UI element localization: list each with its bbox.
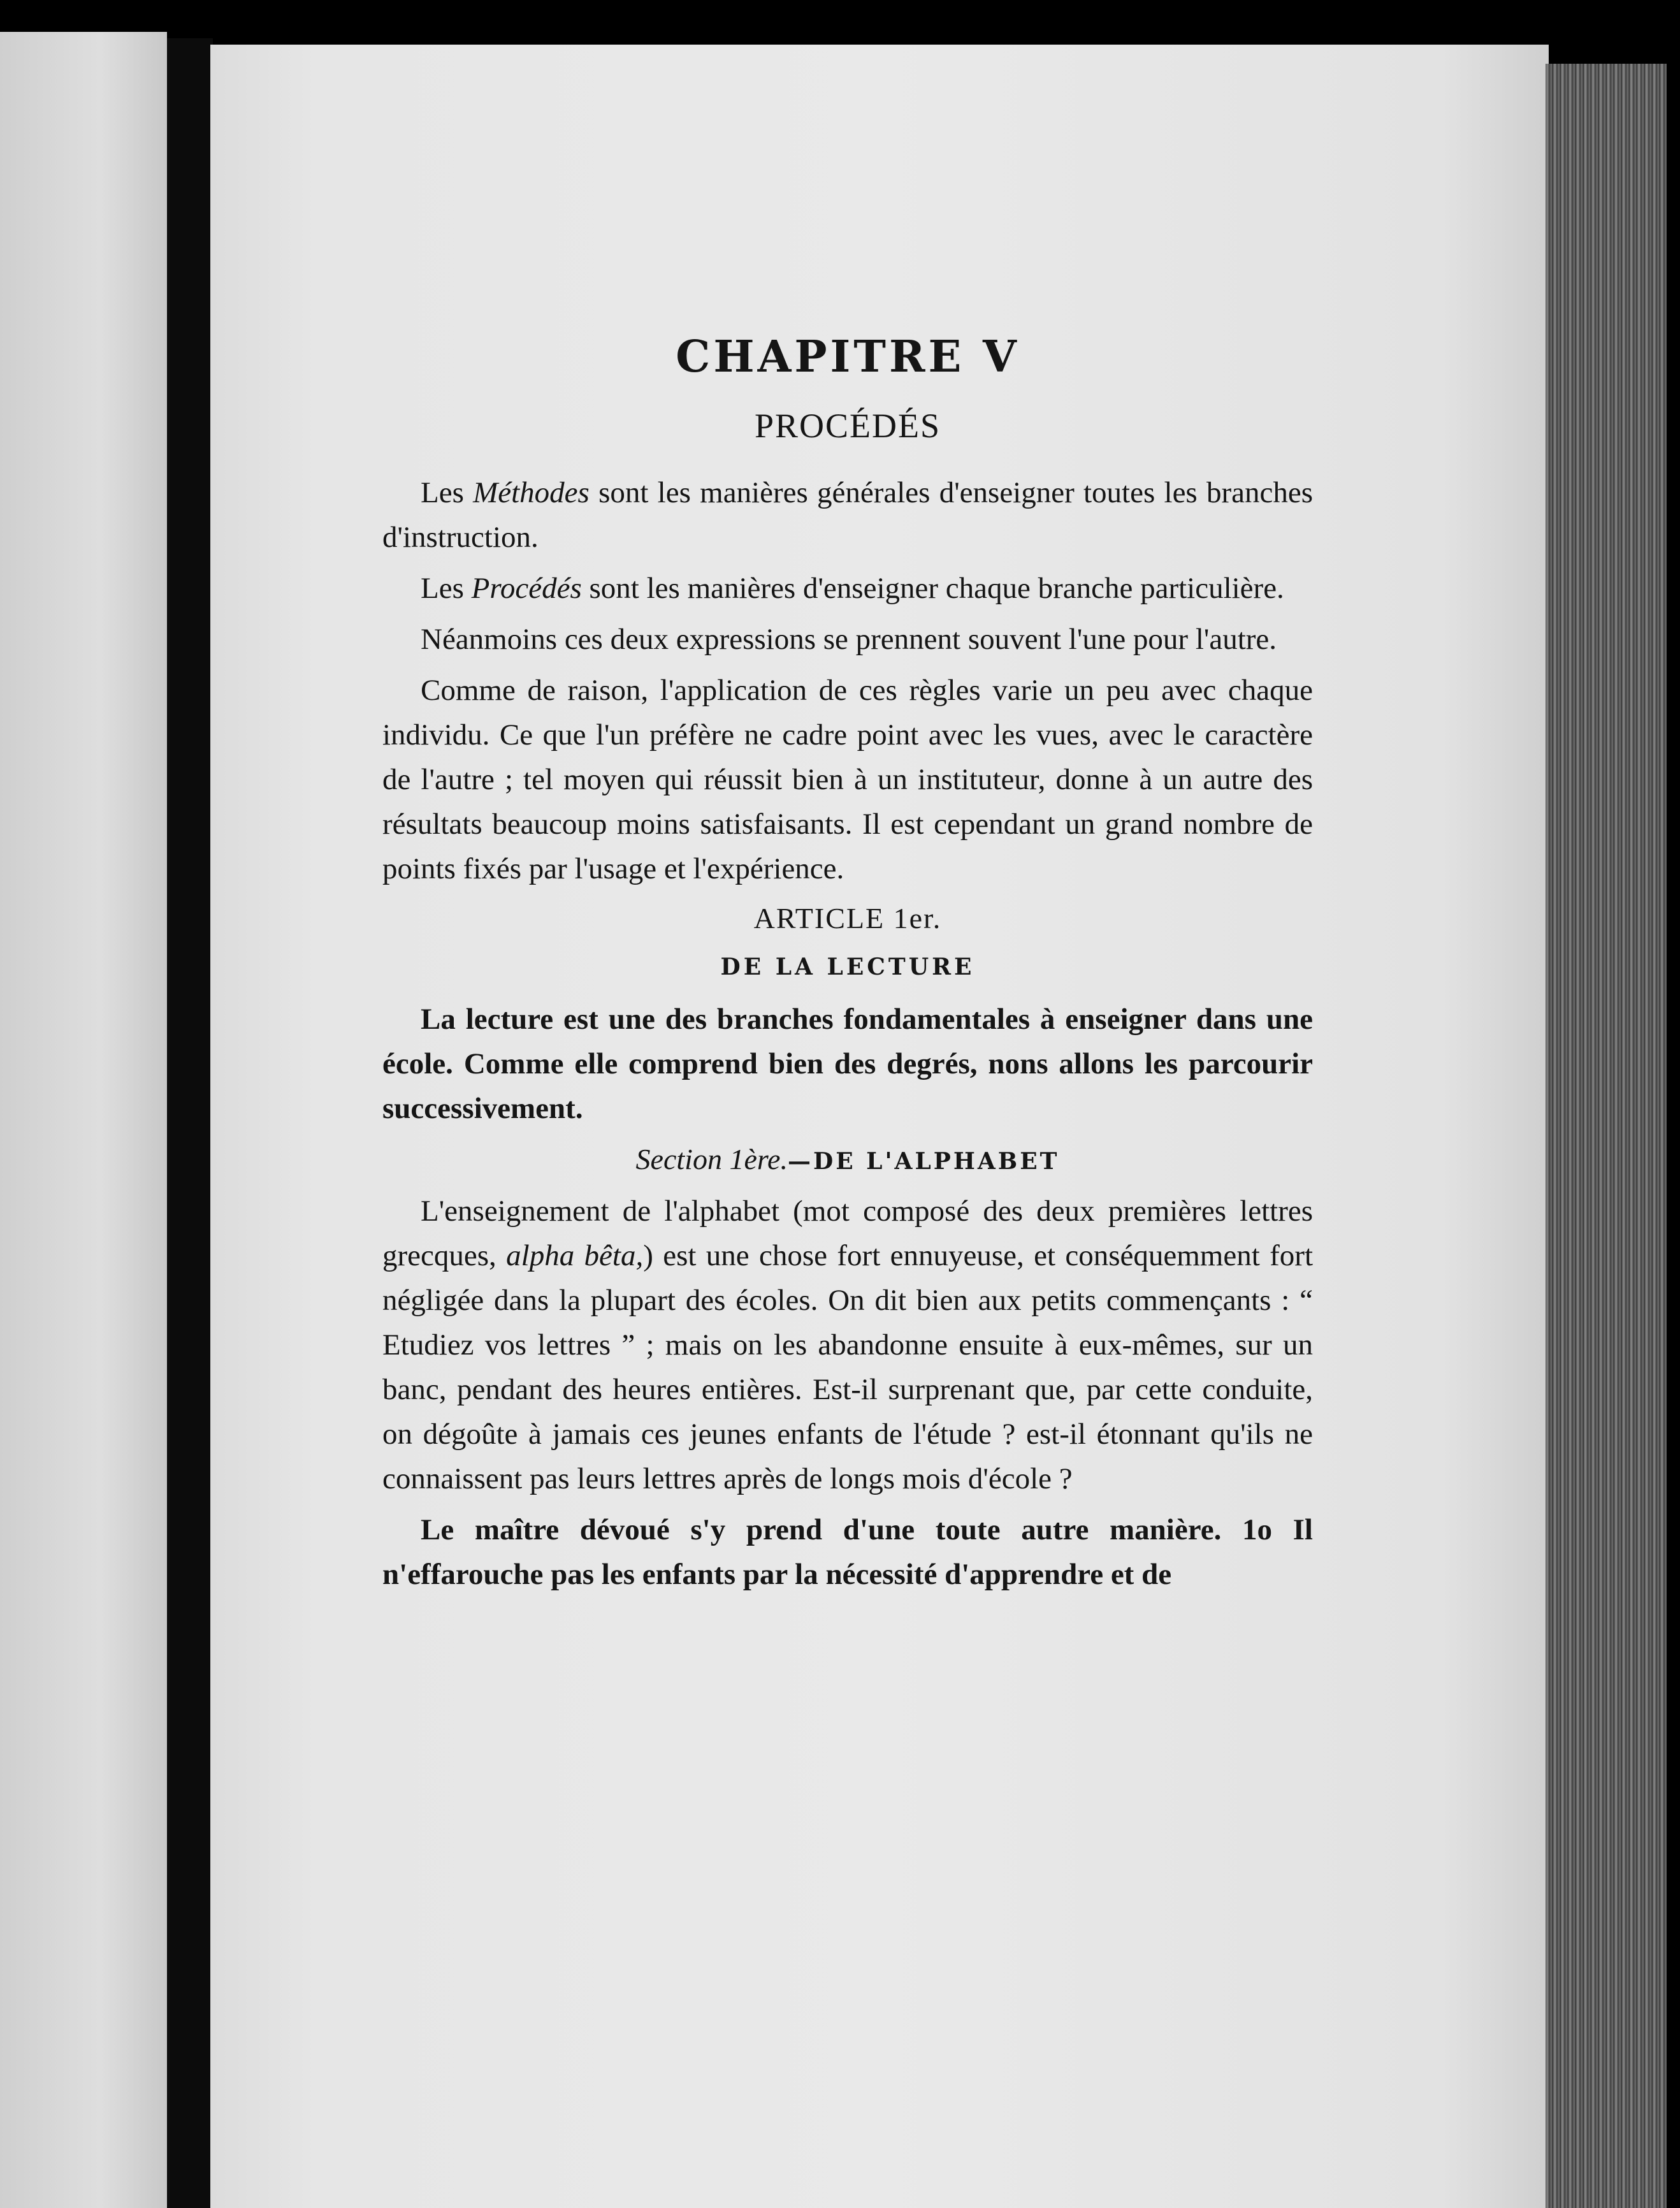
paragraph-lecture: La lecture est une des branches fondamentales à enseigner dans une école. Comme elle comprend bien des degrés, nons allons les parcourir successivement. (382, 1003, 1313, 1125)
paragraph-methodes (382, 470, 1313, 560)
paragraph-maitre: Le maître dévoué s'y prend d'une toute autre manière. 1o Il n'effarouche pas les enfants par la nécessité d'apprendre et de (382, 1513, 1313, 1591)
paragraph-procedes (382, 566, 1313, 611)
text-run: sont les manières d'enseigner chaque branche particulière. (581, 572, 1284, 605)
section-label: Section 1ère. (635, 1143, 788, 1175)
book-gutter (167, 38, 213, 2208)
page-text (382, 325, 1313, 1603)
text-run: Les (421, 572, 472, 605)
text-run: Les (421, 476, 474, 509)
section-heading (382, 1137, 1313, 1184)
text-run: L'enseignement de l'alphabet (mot composé des deux premières lettres grecques, (382, 1195, 1313, 1272)
facing-page-edge (0, 32, 167, 2208)
text-run: sont les manières générales d'enseigner toutes les branches d'instruction. (382, 476, 1313, 554)
paragraph-alphabet (382, 1189, 1313, 1501)
section-title: —DE L'ALPHABET (787, 1148, 1060, 1175)
article-heading: ARTICLE 1er. (753, 902, 942, 934)
paragraph-raison: Comme de raison, l'application de ces règles varie un peu avec chaque individu. Ce que l'un préfère ne cadre point avec les vues, avec le caractère de l'autre ; tel moyen qui réussit bien à un instituteur, donne à un autre des résultats beaucoup moins satisfaisants. Il est cependant un grand nombre de points fixés par l'usage et l'expérience. (382, 674, 1313, 885)
article-subheading: DE LA LECTURE (720, 954, 975, 980)
paragraph-expressions: Néanmoins ces deux expressions se prennent souvent l'une pour l'autre. (421, 623, 1277, 656)
chapter-title: CHAPITRE V (676, 331, 1020, 382)
emphasis-term: Méthodes (473, 476, 590, 509)
chapter-subtitle: PROCÉDÉS (754, 407, 941, 445)
text-run: ) est une chose fort ennuyeuse, et conséquemment fort négligée dans la plupart des écoles. On dit bien aux petits commençants : “ Etudiez vos lettres ” ; mais on les abandonne ensuite à eux-mêmes, sur un banc, pendant des heures entières. Est-il surprenant que, par cette conduite, on dégoûte à jamais ces jeunes enfants de l'étude ? est-il étonnant qu'ils ne connaissent pas leurs lettres après de longs mois d'école ? (382, 1239, 1314, 1495)
page-stack-edges (1546, 64, 1667, 2208)
emphasis-term: alpha bêta, (506, 1239, 644, 1272)
emphasis-term: Procédés (471, 572, 582, 605)
